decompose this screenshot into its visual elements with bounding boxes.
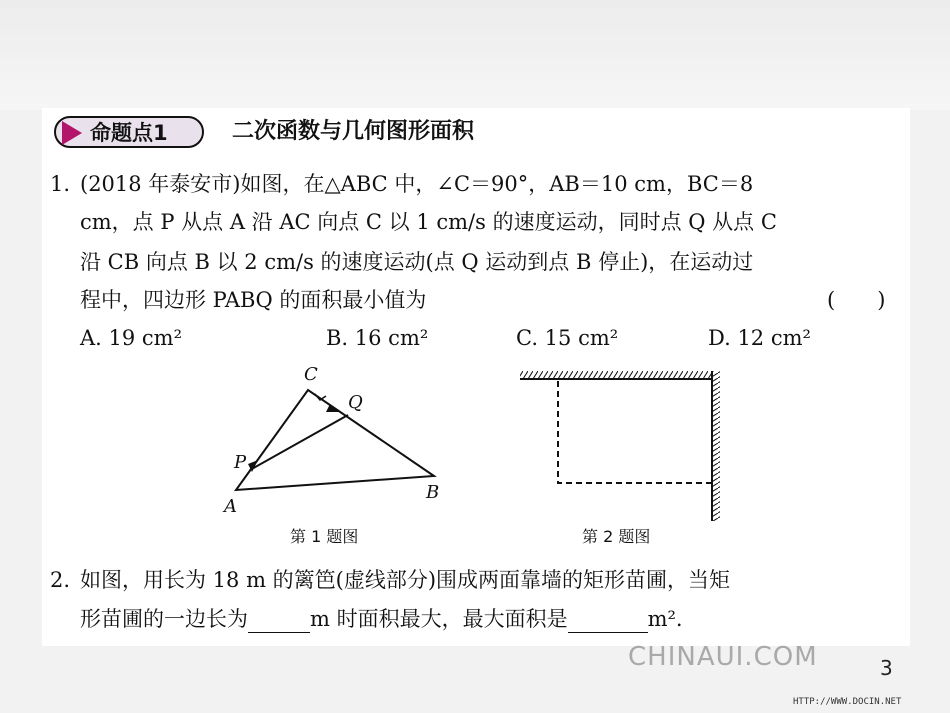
topic-tag bbox=[54, 116, 204, 148]
figure-1-caption: 第 1 题图 bbox=[290, 527, 359, 546]
fence-dashed bbox=[558, 379, 712, 483]
label-p: P bbox=[234, 452, 247, 473]
right-angle-mark bbox=[315, 394, 326, 400]
top-wall-hatch bbox=[520, 371, 712, 379]
footer-url: HTTP://WWW.DOCIN.NET bbox=[793, 697, 902, 707]
answer-bracket: ( ) bbox=[827, 288, 886, 312]
question-2-number: 2. bbox=[50, 568, 71, 592]
page-number: 3 bbox=[880, 656, 893, 680]
figure-2-caption: 第 2 题图 bbox=[582, 527, 651, 546]
top-band bbox=[0, 0, 950, 110]
question-2-line-2 bbox=[80, 605, 683, 633]
section-title: 二次函数与几何图形面积 bbox=[232, 119, 475, 144]
worksheet-card bbox=[42, 108, 910, 646]
figure-2-garden bbox=[518, 363, 738, 523]
question-2-text-b: m 时面积最大，最大面积是 bbox=[310, 607, 568, 631]
watermark-logo: CHINAUI.COM bbox=[628, 642, 818, 672]
label-a: A bbox=[224, 496, 237, 517]
answer-blank-1[interactable] bbox=[248, 610, 310, 633]
segment-pq bbox=[250, 415, 348, 470]
question-1-line-4: 程中，四边形 PABQ 的面积最小值为 bbox=[80, 288, 427, 312]
option-d: D. 12 cm² bbox=[708, 326, 811, 350]
label-b: B bbox=[426, 482, 440, 503]
question-2-text-a: 形苗圃的一边长为 bbox=[80, 607, 248, 631]
triangle-abc bbox=[236, 390, 434, 490]
right-wall-hatch bbox=[712, 371, 720, 521]
question-1-line-3: 沿 CB 向点 B 以 2 cm/s 的速度运动(点 Q 运动到点 B 停止)，在运动过 bbox=[80, 250, 754, 274]
topic-tag-label: 命题点1 bbox=[90, 121, 168, 145]
question-2-text-c: m². bbox=[647, 607, 683, 631]
question-2-line-1: 如图，用长为 18 m 的篱笆(虚线部分)围成两面靠墙的矩形苗圃，当矩 bbox=[80, 568, 731, 592]
question-1-line-1: (2018 年泰安市)如图，在△ABC 中，∠C＝90°，AB＝10 cm，BC＝8 bbox=[80, 172, 754, 196]
label-c: C bbox=[304, 364, 318, 385]
label-q: Q bbox=[348, 392, 363, 413]
figure-1-triangle bbox=[220, 360, 460, 520]
option-c: C. 15 cm² bbox=[516, 326, 619, 350]
option-b: B. 16 cm² bbox=[326, 326, 429, 350]
question-1-number: 1. bbox=[50, 172, 71, 196]
question-1-line-2: cm，点 P 从点 A 沿 AC 向点 C 以 1 cm/s 的速度运动，同时点 Q 从点 C bbox=[80, 210, 777, 234]
play-arrow-icon bbox=[62, 121, 82, 145]
answer-blank-2[interactable] bbox=[568, 610, 648, 633]
option-a: A. 19 cm² bbox=[80, 326, 183, 350]
arrow-q-icon bbox=[326, 404, 340, 412]
